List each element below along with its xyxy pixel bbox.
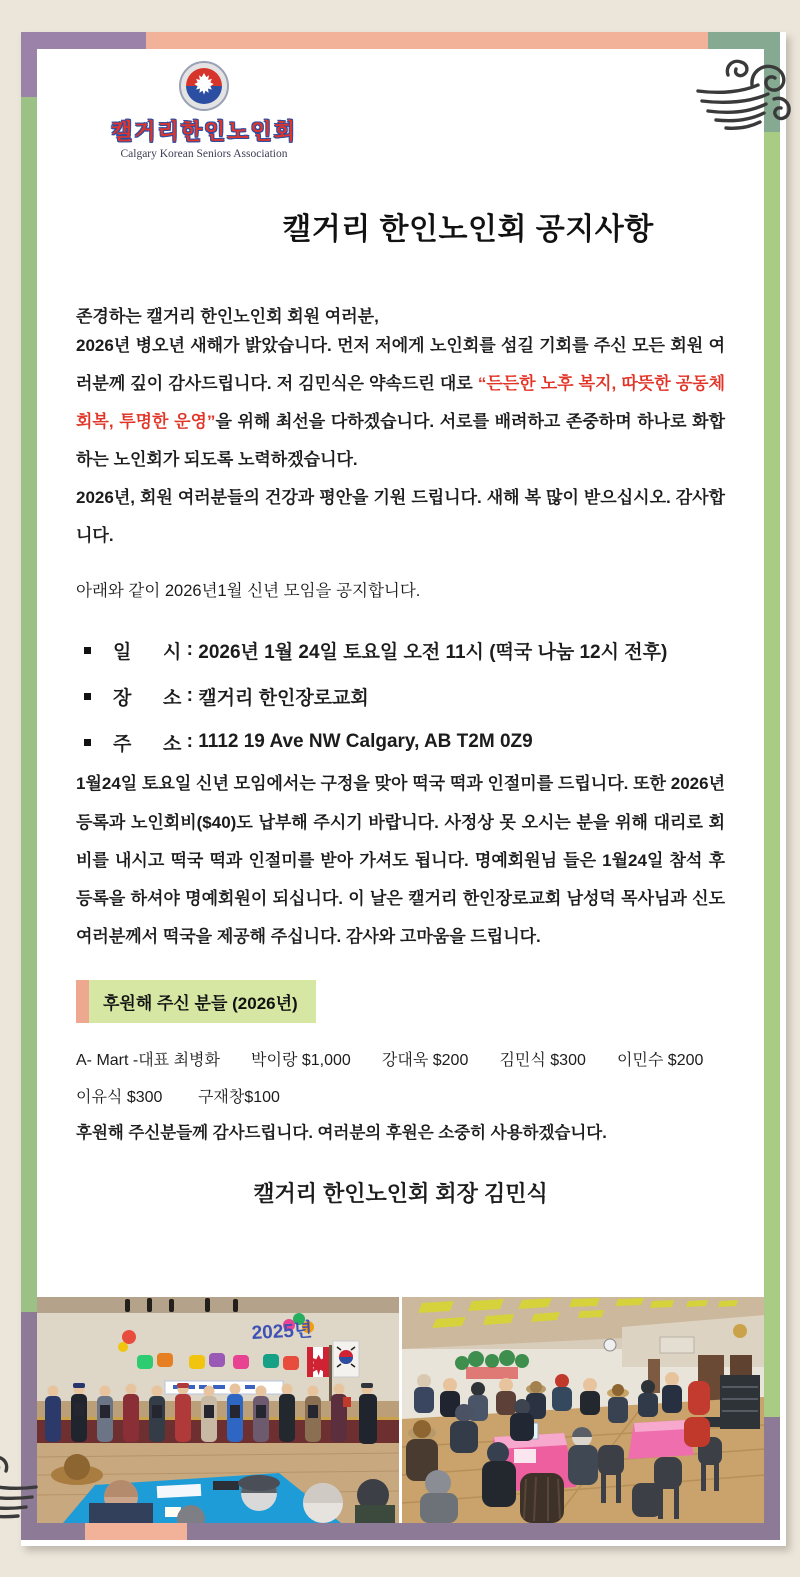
notice-content (37, 49, 764, 1523)
detail-separator: : (181, 639, 199, 661)
paragraph-wishes: 2026년, 회원 여러분들의 건강과 평안을 기원 드립니다. 새해 복 많이 받으십시오. 감사합니다. (76, 488, 725, 546)
detail-value: 2026년 1월 24일 토요일 오전 11시 (떡국 나눔 12시 전후) (198, 641, 668, 663)
frame-top-bar (146, 32, 708, 49)
detail-row-datetime (84, 627, 725, 673)
photo-hall-gathering (402, 1297, 764, 1523)
cloud-motif-bottom-left-icon (0, 1448, 42, 1545)
donor-thanks-line: 후원해 주신분들께 감사드립니다. 여러분의 후원은 소중히 사용하겠습니다. (76, 1123, 607, 1142)
banner-year-text: 2025년 (251, 1319, 313, 1344)
bullet-icon (84, 739, 91, 746)
donor-list-line-2: 이유식 $300 구재창$100 (76, 1088, 280, 1106)
detail-separator: : (181, 685, 199, 707)
detail-label: 일 시 (113, 641, 182, 663)
detail-value: 1112 19 Ave NW Calgary, AB T2M 0Z9 (198, 731, 533, 753)
notice-sheet (21, 32, 786, 1546)
donors-heading-badge: 후원해 주신 분들 (2026년) (76, 980, 316, 1023)
paragraph-text: 2026년 병오년 새해가 밝았습니다. 먼저 저에게 노인회를 섬길 기회를 주신 모든 회원 여러분께 깊이 감사드립니다. 저 김민식은 약속드린 대로 (76, 336, 725, 394)
paragraph-event-info: 1월24일 토요일 신년 모임에서는 구정을 맞아 떡국 떡과 인절미를 드립니다. 또한 2026년 등록과 노인회비($40)도 납부해 주시기 바랍니다. 사정상 못 오시는 분을 위해 대리로 회비를 내시고 떡국 떡과 인절미를 받아 가셔도 됩니다. 명예회원님 들은 1월24일 참석 후 등록을 하셔야 명예회원이 되십니다. 이 날은 캘거리 한인장로교회 남성덕 목사님과 신도 여러분께서 떡국을 제공해 주십니다. 감사와 고마움을 드립니다. (76, 774, 725, 946)
paragraph-text: 을 위해 최선을 다하겠습니다. 서로를 배려하고 존중하며 하나로 화합하는 노인회가 되도록 노력하겠습니다. (76, 412, 725, 470)
frame-right-band (764, 132, 780, 1417)
frame-bottom-salmon-segment (85, 1523, 187, 1540)
detail-separator: : (181, 731, 199, 753)
detail-row-address (84, 719, 725, 765)
frame-corner-bottom-right (764, 1417, 780, 1540)
detail-label: 장 소 (113, 687, 182, 709)
photo-strip (37, 1297, 764, 1523)
paragraph-new-year (76, 327, 725, 479)
signature-line: 캘거리 한인노인회 회장 김민식 (253, 1180, 548, 1206)
logo-korean-name: 캘거리한인노인회 (110, 119, 298, 144)
detail-value: 캘거리 한인장로교회 (198, 687, 369, 709)
cloud-motif-top-right-icon (692, 52, 792, 149)
photo-awards-ceremony (37, 1297, 399, 1523)
meeting-announce-line: 아래와 같이 2026년1월 신년 모임을 공지합니다. (76, 582, 421, 601)
logo-english-name: Calgary Korean Seniors Association (120, 148, 288, 160)
bullet-icon (84, 693, 91, 700)
association-logo (89, 61, 319, 160)
pledge-quote-red: “든든한 노후 복지, 따뜻한 공동체 회복, 투명한 운영” (76, 374, 725, 432)
donor-list-line-1: A- Mart -대표 최병화 박이랑 $1,000 강대욱 $200 김민식 $300 이민수 $200 (76, 1051, 704, 1069)
bullet-icon (84, 647, 91, 654)
letter-body (37, 302, 764, 1208)
frame-left-band (21, 97, 37, 1312)
meeting-details-list (76, 627, 725, 765)
detail-row-place (84, 673, 725, 719)
greeting-line: 존경하는 캘거리 한인노인회 회원 여러분, (76, 307, 379, 326)
maple-leaf-emblem-icon (179, 61, 229, 111)
detail-label: 주 소 (113, 733, 182, 755)
page-title: 캘거리 한인노인회 공지사항 (282, 213, 654, 246)
